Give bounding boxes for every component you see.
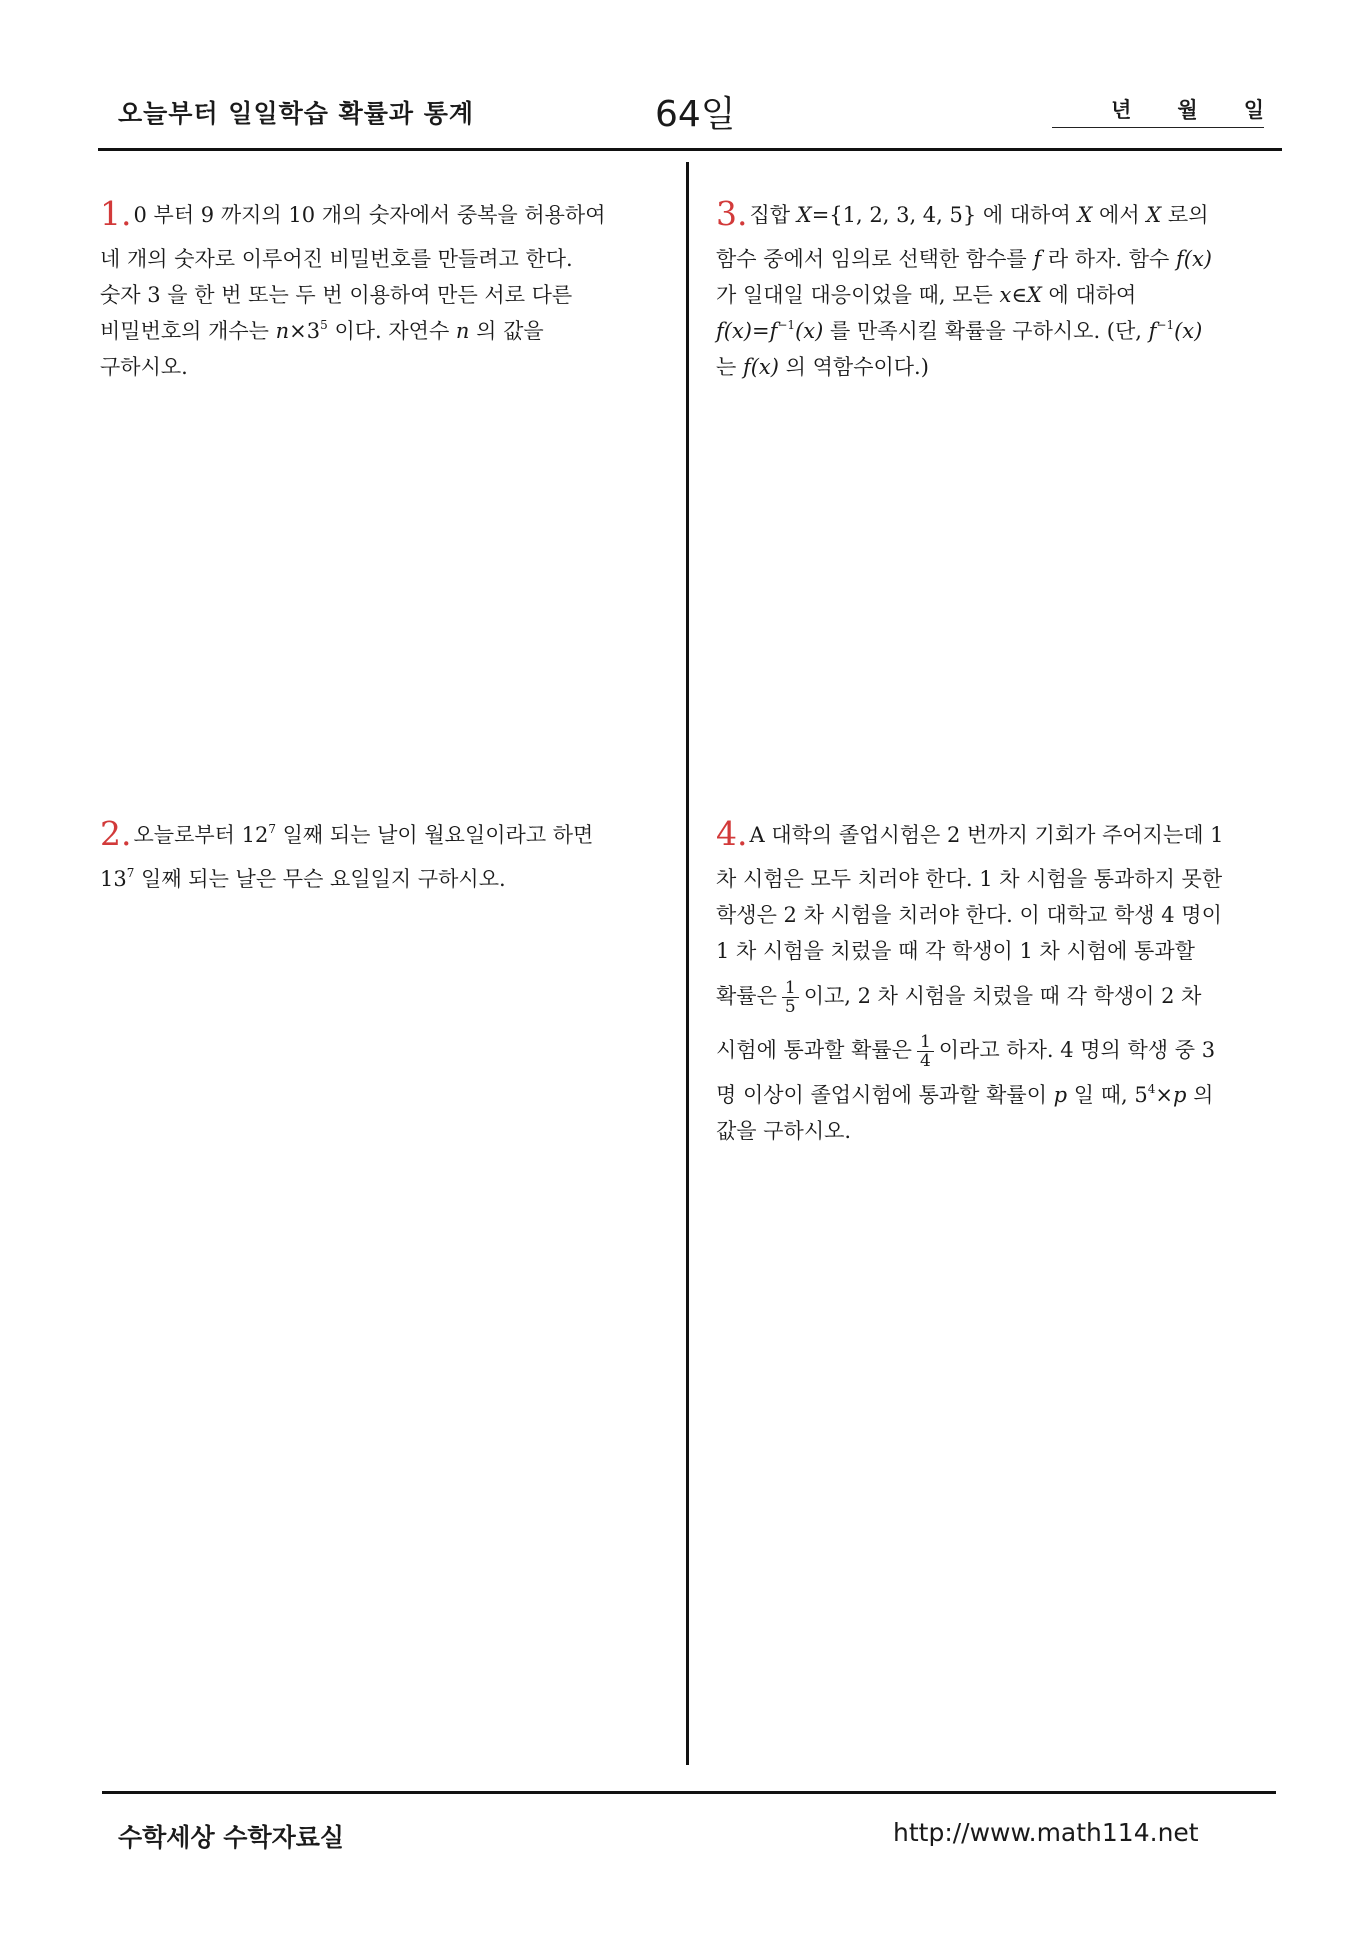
problem-4-line4: 1 차 시험을 치렀을 때 각 학생이 1 차 시험에 통과할 [716,939,1195,963]
problem-3-line1: 3.집합 X={1, 2, 3, 4, 5} 에 대하여 X 에서 X 로의 [716,194,1209,233]
fraction-one-fourth: $\frac{1}{4}$ [917,1033,934,1070]
problem-1-line4: 비밀번호의 개수는 $n\times 3^5$ 이다. 자연수 n 의 값을 [100,318,544,343]
problem-4-line8: 값을 구하시오. [716,1119,852,1143]
problem-1-line1: 0 부터 9 까지의 10 개의 숫자에서 중복을 허용하여 [133,203,606,227]
problem-3-line2: 함수 중에서 임의로 선택한 함수를 f 라 하자. 함수 f(x) [716,247,1212,271]
problem-4-line1: 4.A 대학의 졸업시험은 2 번까지 기회가 주어지는데 1 [716,814,1224,853]
problem-1-number: 1. [100,194,132,233]
problem-1-line5: 구하시오. [100,355,188,379]
footer-url-link[interactable]: http://www.math114.net [893,1818,1199,1847]
problem-2-line2: $13^7$ 일째 되는 날은 무슨 요일일지 구하시오. [100,866,506,891]
worksheet-title: 오늘부터 일일학습 확률과 통계 [118,99,475,128]
problem-2-number: 2. [100,814,132,853]
problem-4 [716,816,1281,1149]
problem-3-line5: 는 f(x) 의 역함수이다.) [716,355,929,379]
problem-1-line2: 네 개의 숫자로 이루어진 비밀번호를 만들려고 한다. [100,247,573,271]
problem-4-number: 4. [716,814,748,853]
date-month-label: 월 [1177,98,1198,122]
problem-4-line6: 시험에 통과할 확률은 $\frac{1}{4}$ 이라고 하자. 4 명의 학생 중 3 [716,1032,1216,1071]
problem-4-line3: 학생은 2 차 시험을 치러야 한다. 이 대학교 학생 4 명이 [716,903,1222,927]
date-day-label: 일 [1243,98,1264,122]
problem-1-line3: 숫자 3 을 한 번 또는 두 번 이용하여 만든 서로 다른 [100,283,573,307]
problem-3-number: 3. [716,194,748,233]
problem-4-line7: 명 이상이 졸업시험에 통과할 확률이 p 일 때, $5^4\times p$ 의 [716,1082,1214,1107]
problem-3-line4: $f(x)=f^{-1}(x)$ 를 만족시킬 확률을 구하시오. (단, $f^{-1}(x)$ [716,318,1203,343]
date-year-label: 년 [1111,98,1132,122]
problem-4-line2: 차 시험은 모두 치러야 한다. 1 차 시험을 통과하지 못한 [716,867,1223,891]
problem-2-line1: 2.오늘로부터 $12^7$ 일째 되는 날이 월요일이라고 하면 [100,814,594,853]
footer-site-name: 수학세상 수학자료실 [118,1823,345,1852]
problem-4-line5: 확률은 $\frac{1}{5}$ 이고, 2 차 시험을 치렀을 때 각 학생이 2 차 [716,978,1202,1017]
problem-3-line3: 가 일대일 대응이었을 때, 모든 x∈X 에 대하여 [716,283,1137,307]
problem-1 [100,196,635,385]
header-divider [98,148,1282,151]
footer-divider [102,1791,1276,1794]
column-divider [686,162,689,1765]
fraction-one-fifth: $\frac{1}{5}$ [782,979,799,1016]
day-number: 64일 [655,94,736,135]
problem-3 [716,196,1281,385]
date-fields [1052,94,1264,128]
problem-2 [100,816,635,897]
